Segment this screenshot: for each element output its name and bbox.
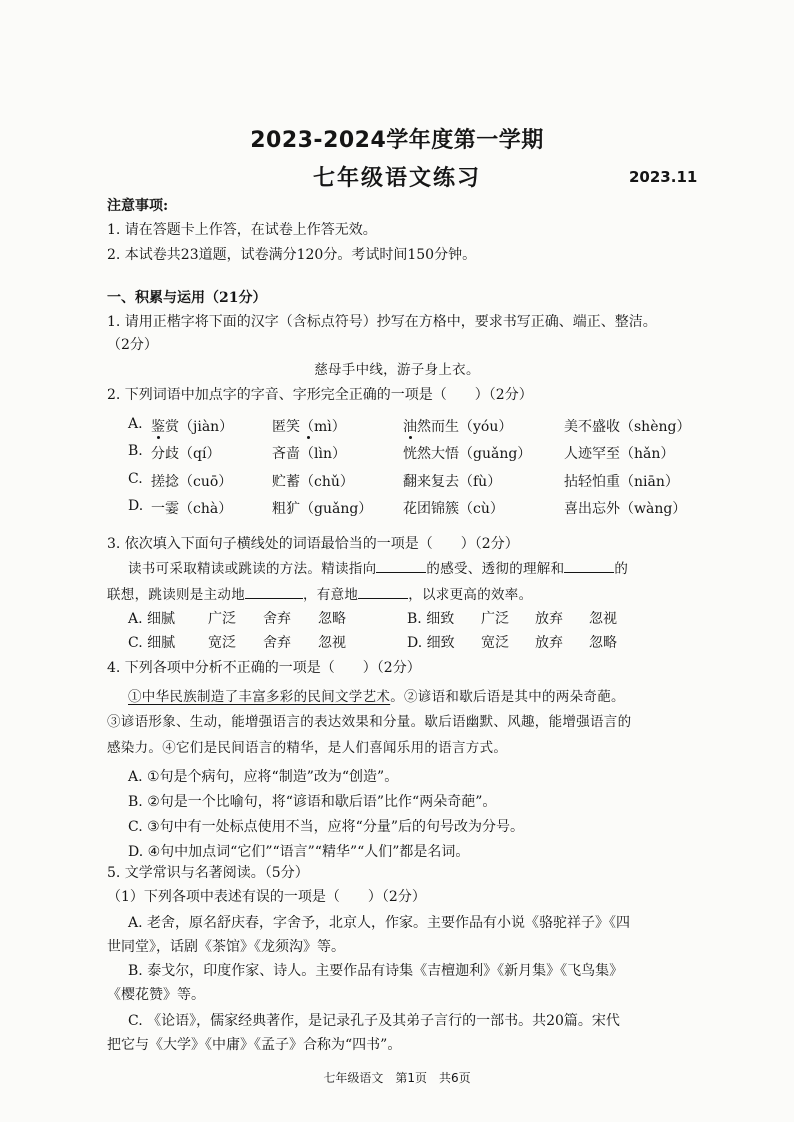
q4-option-b: B. ②句是一个比喻句，将“谚语和歇后语”比作“两朵奇葩”。 [128,794,497,810]
q3-option-d-1: D. 细致 [407,635,455,651]
q5-option-a-line-1: A. 老舍，原名舒庆春，字舍予，北京人，作家。主要作品有小说《骆驼祥子》《四 [128,915,631,931]
q5-option-b-line-1: B. 泰戈尔，印度作家、诗人。主要作品有诗集《吉檀迦利》《新月集》《飞鸟集》 [128,963,624,979]
q2-option-c-label: C. [128,471,143,487]
q2-b-word-2: 吝啬（lìn） [272,446,346,462]
q2-c-word-4: 拈轻怕重（niān） [564,474,679,490]
q2-option-d-label: D. [128,498,144,514]
q4-passage-line-3: 感染力。④它们是民间语言的精华，是人们喜闻乐用的语言方式。 [107,740,508,756]
dotted-char: 鉴 [151,419,165,435]
q2-c-word-1: 搓捻（cuō） [151,474,233,490]
q2-a-word-3: 油然而生（yóu） [403,419,513,435]
q4-underlined-sentence: ①中华民族制造了丰富多彩的民间文学艺术 [128,689,391,705]
exam-date: 2023.11 [629,168,698,186]
q5-option-a-line-2: 世同堂》，话剧《茶馆》《龙须沟》等。 [107,939,345,955]
q2-d-word-3: 花团锦簇（cù） [403,501,504,517]
notes-heading: 注意事项: [107,198,169,214]
q3-option-b-2: 广泛 [481,611,509,627]
notes-item-2: 2. 本试卷共23道题，试卷满分120分。考试时间150分钟。 [107,247,477,263]
q2-b-word-4: 人迹罕至（hǎn） [564,446,675,462]
q3-option-d-4: 忽略 [589,635,617,651]
q2-text: 2. 下列词语中加点字的字音、字形完全正确的一项是（ ）（2分） [107,387,533,403]
q2-a-word-4: 美不盛收（shèng） [564,419,691,435]
q2-a-word-1: 鉴赏（jiàn） [151,419,234,435]
q5-option-b-line-2: 《樱花赞》等。 [107,987,205,1003]
q3-option-c-3: 舍弃 [263,635,291,651]
q3-option-c-4: 忽视 [318,635,346,651]
q3-option-b-4: 忽视 [589,611,617,627]
exam-subtitle: 七年级语文练习 [312,166,481,191]
q2-a-word-2: 匿笑（mì） [272,419,346,435]
q3-option-b-3: 放弃 [535,611,563,627]
q1-points: （2分） [107,337,158,353]
q2-option-a-label: A. [128,416,143,432]
q3-option-a-1: A. 细腻 [128,611,176,627]
q3-option-a-3: 舍弃 [263,611,291,627]
q3-option-d-2: 宽泛 [481,635,509,651]
q4-option-d: D. ④句中加点词“它们”“语言”“精华”“人们”都是名词。 [128,844,470,860]
q1-verse: 慈母手中线，游子身上衣。 [314,362,480,378]
q5-option-c-line-2: 把它与《大学》《中庸》《孟子》合称为“四书”。 [107,1037,402,1053]
q2-option-b-label: B. [128,443,143,459]
q4-text: 4. 下列各项中分析不正确的一项是（ ）（2分） [107,660,421,676]
q5-option-c-line-1: C. 《论语》，儒家经典著作，是记录孔子及其弟子言行的一部书。共20篇。宋代 [128,1013,620,1029]
q4-passage-line-2: ③谚语形象、生动，能增强语言的表达效果和分量。歇后语幽默、风趣，能增强语言的 [107,714,632,730]
q2-b-word-3: 恍然大悟（guǎng） [403,446,532,462]
q1-text: 1. 请用正楷字将下面的汉字（含标点符号）抄写在方格中，要求书写正确、端正、整洁。 [107,314,657,330]
q3-passage-line-2: 联想，跳读则是主动地 ，有意地 ，以求更高的效率。 [107,583,532,603]
q5-text: 5. 文学常识与名著阅读。（5分） [107,865,309,881]
q3-blank-2 [564,558,614,573]
q3-text: 3. 依次填入下面句子横线处的词语最恰当的一项是（ ）（2分） [107,536,519,552]
exam-title: 2023-2024学年度第一学期 [250,128,544,153]
q4-option-c: C. ③句中有一处标点使用不当，应将“分量”后的句号改为分号。 [128,819,524,835]
q3-option-c-2: 宽泛 [208,635,236,651]
q3-option-b-1: B. 细致 [407,611,455,627]
q2-d-word-4: 喜出忘外（wàng） [564,501,687,517]
q3-blank-4 [358,584,408,599]
q3-option-d-3: 放弃 [535,635,563,651]
q2-d-word-1: 一霎（chà） [151,501,233,517]
section1-heading: 一、积累与运用（21分） [107,290,267,306]
q3-passage-line-1: 读书可采取精读或跳读的方法。精读指向 的感受、透彻的理解和 的 [128,557,628,577]
q3-option-a-4: 忽略 [318,611,346,627]
notes-item-1: 1. 请在答题卡上作答，在试卷上作答无效。 [107,222,377,238]
q3-option-c-1: C. 细腻 [128,635,176,651]
page-footer: 七年级语文 第1页 共6页 [323,1071,471,1085]
q3-option-a-2: 广泛 [208,611,236,627]
q4-option-a: A. ①句是个病句，应将“制造”改为“创造”。 [128,769,399,785]
q2-c-word-3: 翻来复去（fù） [403,474,502,490]
q2-c-word-2: 贮蓄（chǔ） [272,474,354,490]
q2-d-word-2: 粗犷（guǎng） [272,501,373,517]
q4-passage-line-1: ①中华民族制造了丰富多彩的民间文学艺术。②谚语和歇后语是其中的两朵奇葩。 [128,689,625,705]
q3-blank-3 [245,584,303,599]
q3-blank-1 [376,558,426,573]
q5-sub1: （1）下列各项中表述有误的一项是（ ）（2分） [107,889,426,905]
q2-b-word-1: 分歧（qí） [151,446,221,462]
